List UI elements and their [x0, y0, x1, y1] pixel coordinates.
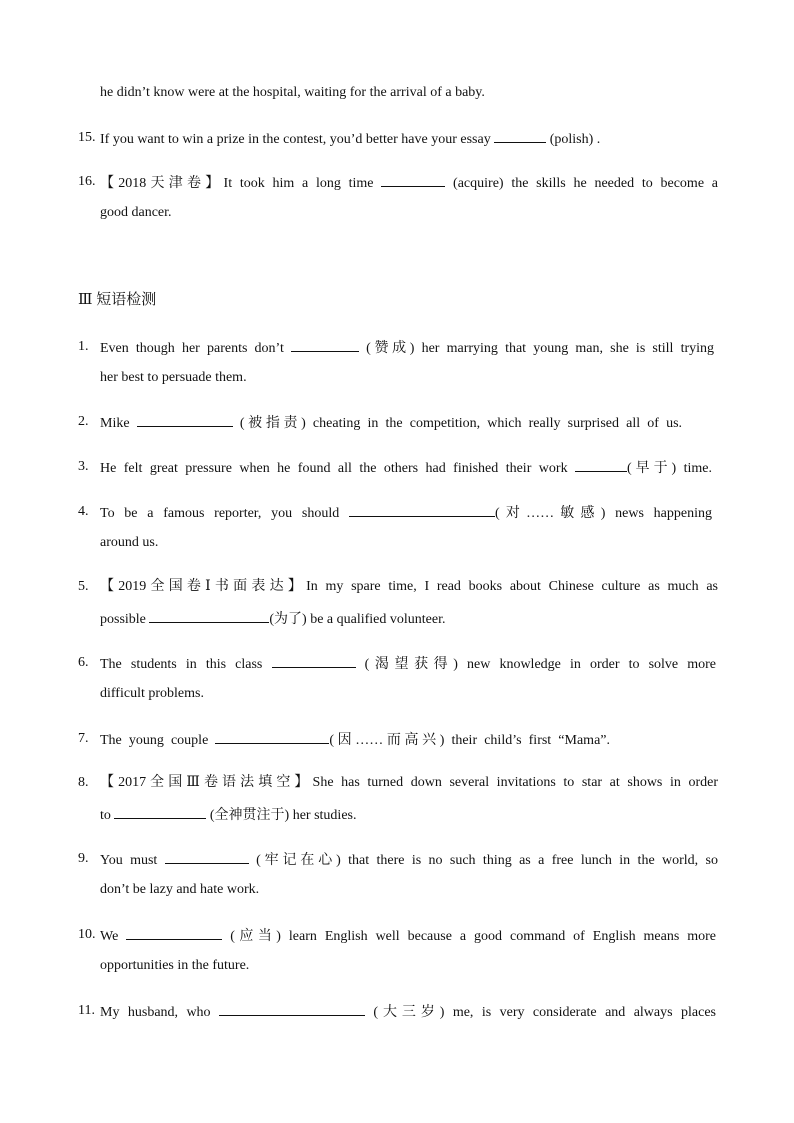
item-8-source-tag: 【2017全国Ⅲ卷语法填空】: [100, 775, 313, 790]
item-2-hint: (被指责) cheating in the competition, which really surprised all of us.: [239, 416, 683, 431]
item-6-text: The students in this class: [100, 657, 263, 672]
item-5-line: [100, 578, 718, 596]
item-5-number: 5.: [78, 579, 89, 594]
q16-number: 16.: [78, 174, 96, 189]
item-7-line: [100, 730, 610, 750]
item-5-source-tag: 【2019全国卷Ⅰ书面表达】: [100, 579, 307, 594]
item-6-line-2: difficult problems.: [100, 686, 204, 701]
item-3-blank[interactable]: [575, 458, 627, 472]
item-10-number: 10.: [78, 927, 96, 942]
item-4-line: [100, 503, 712, 523]
item-4-blank[interactable]: [349, 503, 495, 517]
item-4-hint: (对……敏感) news happening: [494, 506, 712, 521]
item-7-number: 7.: [78, 731, 89, 746]
q15-text: If you want to win a prize in the contest, you’d better have your essay: [100, 132, 491, 147]
item-11-text: My husband, who: [100, 1005, 211, 1020]
item-6-hint: (渴望获得) new knowledge in order to solve more: [364, 657, 717, 672]
q16-line-2: good dancer.: [100, 205, 172, 220]
item-10-line-2: opportunities in the future.: [100, 958, 250, 973]
item-10-blank[interactable]: [126, 926, 222, 940]
q15-blank[interactable]: [494, 129, 546, 143]
item-9-hint: (牢记在心) that there is no such thing as a free lunch in the world, so: [256, 853, 719, 868]
item-1-line: [100, 338, 714, 358]
item-8-line-2: [100, 805, 356, 825]
item-11-number: 11.: [78, 1003, 95, 1018]
item-8-line: [100, 774, 718, 792]
item-11-line: [100, 1002, 716, 1022]
item-8-text: She has turned down several invitations to star at shows in order: [312, 775, 718, 790]
q15-hint: (polish) .: [549, 132, 601, 147]
item-2-blank[interactable]: [137, 413, 233, 427]
item-1-blank[interactable]: [291, 338, 359, 352]
item-5-line-2: [100, 609, 446, 629]
item-2-number: 2.: [78, 414, 89, 429]
item-7-text: The young couple: [100, 733, 209, 748]
continuation-line: [100, 84, 485, 102]
item-6-line: [100, 654, 716, 674]
item-6-number: 6.: [78, 655, 89, 670]
q15-number: 15.: [78, 130, 96, 145]
item-6-blank[interactable]: [272, 654, 356, 668]
continuation-text: he didn’t know were at the hospital, waiting for the arrival of a baby.: [100, 85, 485, 100]
item-5-hint: (为了) be a qualified volunteer.: [269, 612, 446, 627]
item-10-hint: (应当) learn English well because a good command of English means more: [230, 929, 717, 944]
item-4-line-2: around us.: [100, 535, 159, 550]
item-8-blank[interactable]: [114, 805, 206, 819]
item-8-number: 8.: [78, 775, 89, 790]
q16-source-tag: 【2018天津卷】: [100, 176, 224, 191]
item-1-hint: (赞成) her marrying that young man, she is still trying: [366, 341, 715, 356]
section-heading: Ⅲ 短语检测: [78, 292, 157, 308]
q15-line: [100, 129, 600, 149]
item-9-text: You must: [100, 853, 158, 868]
item-8-text-2: to: [100, 808, 111, 823]
item-9-blank[interactable]: [165, 850, 249, 864]
item-4-text: To be a famous reporter, you should: [100, 506, 340, 521]
item-2-text: Mike: [100, 416, 130, 431]
item-3-line: [100, 458, 712, 478]
q16-blank[interactable]: [381, 173, 445, 187]
item-11-hint: (大三岁) me, is very considerate and always places: [373, 1005, 716, 1020]
q16-text: It took him a long time: [223, 176, 374, 191]
item-3-hint: (早于) time.: [627, 461, 712, 476]
item-1-number: 1.: [78, 339, 89, 354]
item-2-line: [100, 413, 682, 433]
q16-line: [100, 173, 718, 193]
item-5-text-2: possible: [100, 612, 146, 627]
item-5-text: In my spare time, I read books about Chinese culture as much as: [306, 579, 718, 594]
item-9-line: [100, 850, 718, 870]
item-4-number: 4.: [78, 504, 89, 519]
item-7-hint: (因……而高兴) their child’s first “Mama”.: [329, 733, 610, 748]
item-7-blank[interactable]: [215, 730, 329, 744]
item-10-line: [100, 926, 716, 946]
item-1-text: Even though her parents don’t: [100, 341, 284, 356]
item-5-blank[interactable]: [149, 609, 269, 623]
item-1-line-2: her best to persuade them.: [100, 370, 247, 385]
item-3-text: He felt great pressure when he found all the others had finished their work: [100, 461, 568, 476]
item-9-line-2: don’t be lazy and hate work.: [100, 882, 260, 897]
q16-hint: (acquire) the skills he needed to become a: [453, 176, 719, 191]
item-10-text: We: [100, 929, 119, 944]
item-3-number: 3.: [78, 459, 89, 474]
item-8-hint: (全神贯注于) her studies.: [209, 808, 357, 823]
item-9-number: 9.: [78, 851, 89, 866]
item-11-blank[interactable]: [219, 1002, 365, 1016]
